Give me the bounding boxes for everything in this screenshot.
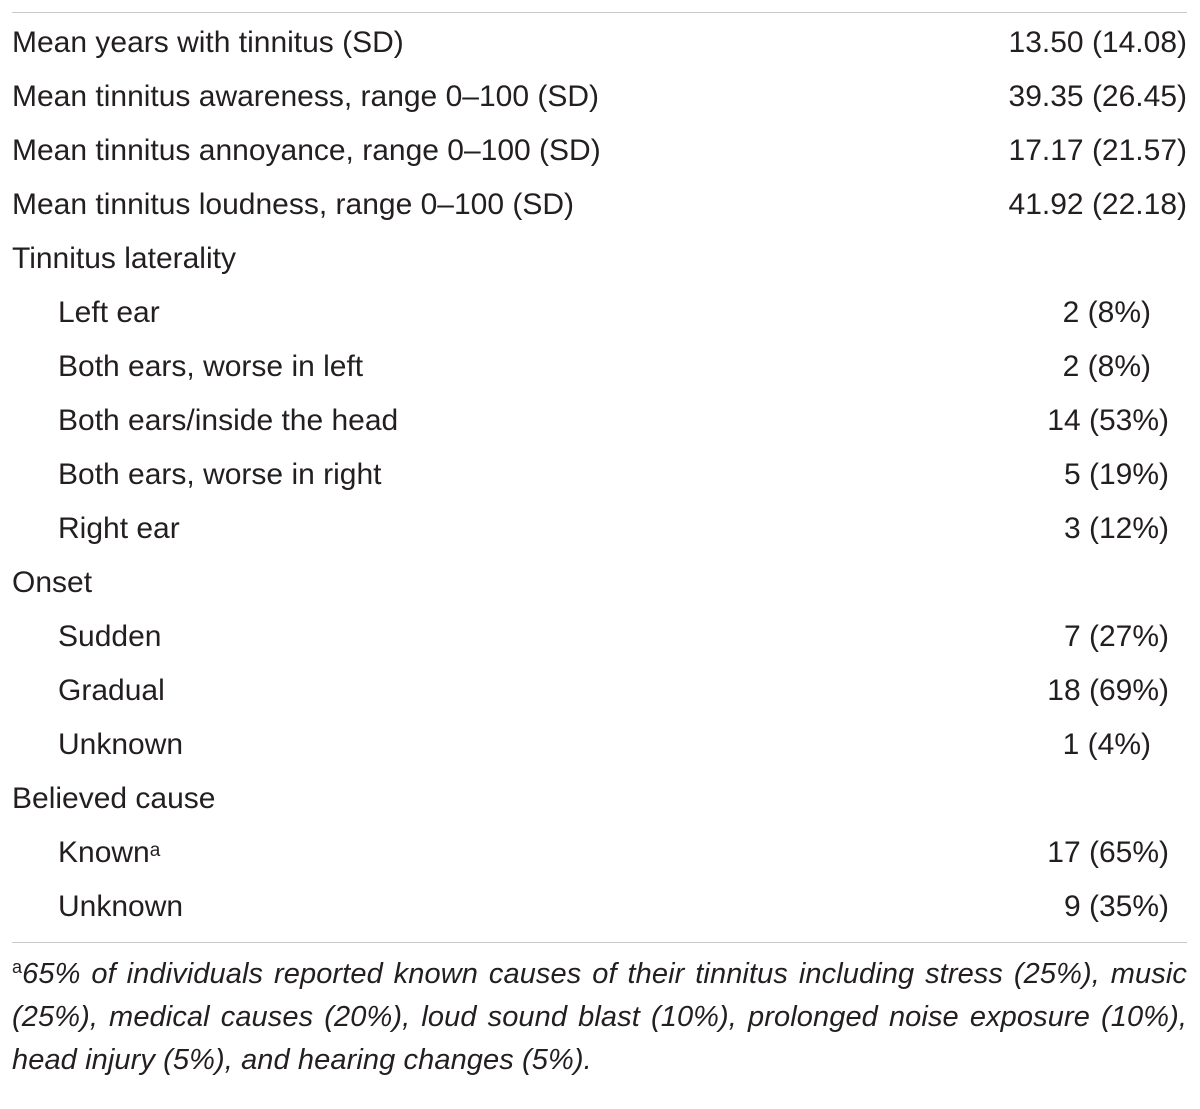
footnote-marker: a [12,957,23,977]
table-row-tinnitus-awareness [12,70,1187,124]
row-value: 14 (53%) [1047,404,1169,437]
table-row-both-ears-inside-head [12,394,1187,448]
table-row-both-ears-worse-left [12,340,1187,394]
table-row-left-ear [12,286,1187,340]
table-body [12,13,1187,934]
row-label: Both ears, worse in right [58,458,382,491]
row-label: Unknown [58,728,184,761]
row-label: Both ears/inside the head [58,404,399,437]
section-heading: Believed cause [12,782,216,815]
row-value: 41.92 (22.18) [1008,188,1187,221]
row-value: 2 (8%) [1062,296,1151,329]
row-value: 7 (27%) [1063,620,1169,653]
row-label: Mean years with tinnitus (SD) [12,26,404,59]
table-row-cause-unknown [12,880,1187,934]
table-footnote [12,953,1187,1082]
footnote-text: 65% of individuals reported known causes of their tinnitus including stress (25%), music (25%), medical causes (20%), loud sound blast (10%), prolonged noise exposure (10%), head injury (5%), and hearing changes (5%). [12,958,1187,1076]
row-value: 1 (4%) [1062,728,1151,761]
row-value: 13.50 (14.08) [1008,26,1187,59]
row-value: 5 (19%) [1063,458,1169,491]
table-section-believed-cause [12,772,1187,826]
row-value: 2 (8%) [1062,350,1151,383]
table-row-tinnitus-loudness [12,178,1187,232]
tinnitus-characteristics-table [12,0,1187,1082]
row-value: 18 (69%) [1047,674,1169,707]
row-label: Both ears, worse in left [58,350,364,383]
table-row-years-with-tinnitus [12,16,1187,70]
row-label: Mean tinnitus awareness, range 0–100 (SD) [12,80,599,113]
table-bottom-rule [12,942,1187,943]
table-row-both-ears-worse-right [12,448,1187,502]
row-label: Gradual [58,674,165,707]
table-row-onset-unknown [12,718,1187,772]
row-value: 9 (35%) [1063,890,1169,923]
row-label: Unknown [58,890,184,923]
row-value: 39.35 (26.45) [1008,80,1187,113]
row-value: 3 (12%) [1063,512,1169,545]
table-section-onset [12,556,1187,610]
row-label: Left ear [58,296,160,329]
table-row-tinnitus-annoyance [12,124,1187,178]
table-row-cause-known [12,826,1187,880]
row-label [12,826,1047,880]
table-row-right-ear [12,502,1187,556]
row-label: Mean tinnitus loudness, range 0–100 (SD) [12,188,575,221]
row-value: 17 (65%) [1047,836,1169,869]
section-heading: Onset [12,566,93,599]
table-section-laterality [12,232,1187,286]
row-label: Right ear [58,512,180,545]
row-label: Mean tinnitus annoyance, range 0–100 (SD) [12,134,601,167]
row-value: 17.17 (21.57) [1008,134,1187,167]
row-label-text: Known [58,836,150,869]
row-label: Sudden [58,620,162,653]
footnote-marker: a [149,840,161,861]
table-row-onset-gradual [12,664,1187,718]
section-heading: Tinnitus laterality [12,242,236,275]
table-row-onset-sudden [12,610,1187,664]
